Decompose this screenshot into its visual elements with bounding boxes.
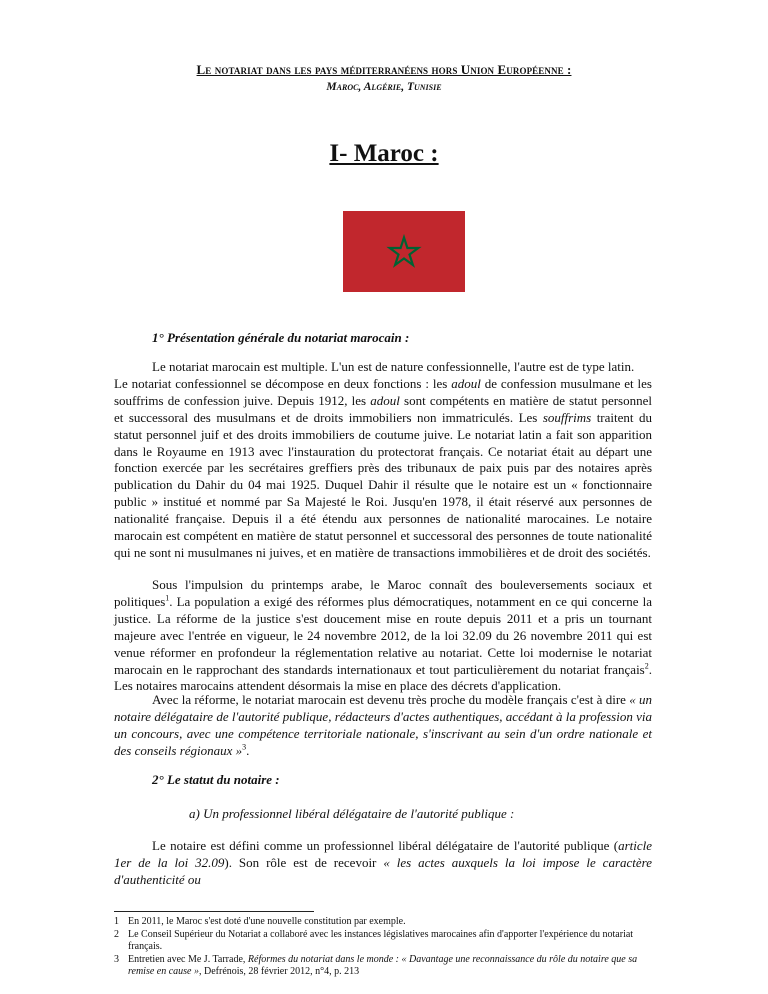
paragraph-reforme [114, 577, 652, 695]
term-souffrims: souffrims [542, 409, 592, 425]
paragraph-text: . [246, 742, 250, 758]
section-1-title: 1° Présentation générale du notariat marocain : [152, 330, 410, 345]
paragraph-text: de confession musulmane et les souffrims de confession juive. Depuis 1912, les [114, 375, 652, 408]
paragraph-text: Le notariat marocain est multiple. L'un est de nature confessionnelle, l'autre est de type latin. [152, 359, 635, 374]
paragraph-text: ). Son rôle est de recevoir [224, 854, 384, 870]
footnote-text-part: Entretien avec Me J. Tarrade, [128, 953, 248, 965]
footnote-text [128, 954, 654, 979]
footnote-number: 2 [114, 928, 119, 940]
term-adoul: adoul [370, 392, 400, 408]
footnote-ref-3[interactable]: 3 [242, 742, 247, 752]
section-heading-maroc: I- Maroc : [329, 140, 439, 167]
paragraph-text: traitent du statut personnel juif et des droits immobiliers de coutume juive. Le notariat latin a fait son apparition dans le Royaume en 1913 avec l'instauration du protectorat français. Ce notariat était au départ une fonction exercée par les secrétaires greffiers près des tribunaux de paix puis par des notaires après publication du Dahir du 04 mai 1925. Duquel Dahir il résulte que le notaire est un « fonctionnaire public » institué et nommé par Sa Majesté le Roi. Jusqu'en 1978, il était réservé aux personnes de nationalité française. Depuis il a été étendu aux personnes de nationalité marocaines. Le notaire marocain est compétent en matière de statut personnel et successoral des personnes de toute nationalité qui ne sont ni musulmanes ni juives, et en matière de transactions immobilières et de droit des sociétés. [114, 409, 652, 560]
law-reference: article 1er de la loi 32.09 [114, 838, 652, 870]
paragraph-text: sont compétents en matière de statut personnel et successoral des musulmans et de droits immobiliers non immatriculés. Les [114, 392, 652, 425]
flag-svg [343, 211, 465, 292]
paragraph-statut [114, 838, 652, 889]
paragraph-text: Le notaire est défini comme un professionnel libéral délégataire de l'autorité publique ( [152, 838, 619, 853]
footnote-text-part: , Defrénois, 28 février 2012, n°4, p. 213 [199, 966, 360, 977]
paragraph-text: . Les notaires marocains attendent désormais la mise en place des décrets d'application. [114, 661, 652, 694]
paragraph-modele-francais [114, 692, 652, 760]
subsection-2a-title: a) Un professionnel libéral délégataire de l'autorité publique : [189, 806, 515, 821]
footnote-number: 3 [114, 953, 119, 965]
footnote-text: Le Conseil Supérieur du Notariat a collaboré avec les instances législatives marocaines afin d'apporter l'expérience du notariat français. [128, 928, 634, 952]
paragraph-presentation [114, 359, 652, 562]
paragraph-text: . La population a exigé des réformes plus démocratiques, notamment en ce qui concerne la justice. La réforme de la justice s'est doucement mise en route depuis 2011 et a pris un tournant majeure avec l'entrée en vigueur, le 24 novembre 2012, de la loi 32.09 du 26 novembre 2011 qui est venue réformer en profondeur la réglementation relative au notariat. Cette loi modernise le notariat marocain en le rapprochant des standards internationaux et tout particulièrement du notariat français [114, 593, 652, 677]
paragraph-text: Sous l'impulsion du printemps arabe, le Maroc connaît des bouleversements sociaux et politiques [114, 577, 652, 609]
term-adoul: adoul [451, 375, 481, 391]
document-subtitle: Maroc, Algérie, Tunisie [326, 81, 442, 93]
footnote-1 [114, 916, 654, 929]
flag-field [343, 211, 465, 292]
footnotes [114, 916, 654, 979]
footnote-text: En 2011, le Maroc s'est doté d'une nouvelle constitution par exemple. [128, 916, 406, 927]
footnote-number: 1 [114, 916, 119, 927]
footnote-2 [114, 929, 654, 954]
footnote-3 [114, 954, 654, 979]
morocco-flag-icon [343, 211, 465, 292]
quotation: « un notaire délégataire de l'autorité publique, rédacteurs d'actes authentiques, accédant à la profession via un concours, avec une compétence territoriale nationale, s'inscrivant au sein d'un ordre nationale et des conseils régionaux » [114, 692, 652, 758]
paragraph-text: Avec la réforme, le notariat marocain est devenu très proche du modèle français c'est à dire [152, 692, 630, 707]
quotation: « les actes auxquels la loi impose le caractère d'authenticité ou [114, 854, 653, 887]
section-2-title: 2° Le statut du notaire : [152, 772, 280, 787]
paragraph-text: Le notariat confessionnel se décompose en deux fonctions : les [114, 375, 452, 391]
footnote-ref-1[interactable]: 1 [165, 593, 170, 603]
footnote-ref-2[interactable]: 2 [644, 661, 649, 671]
footnote-separator [114, 911, 314, 912]
document-title: Le notariat dans les pays méditerranéens hors Union Européenne : [196, 62, 572, 77]
footnote-citation-title: Réformes du notariat dans le monde : « Davantage une reconnaissance du rôle du notaire que sa remise en cause » [128, 953, 638, 977]
